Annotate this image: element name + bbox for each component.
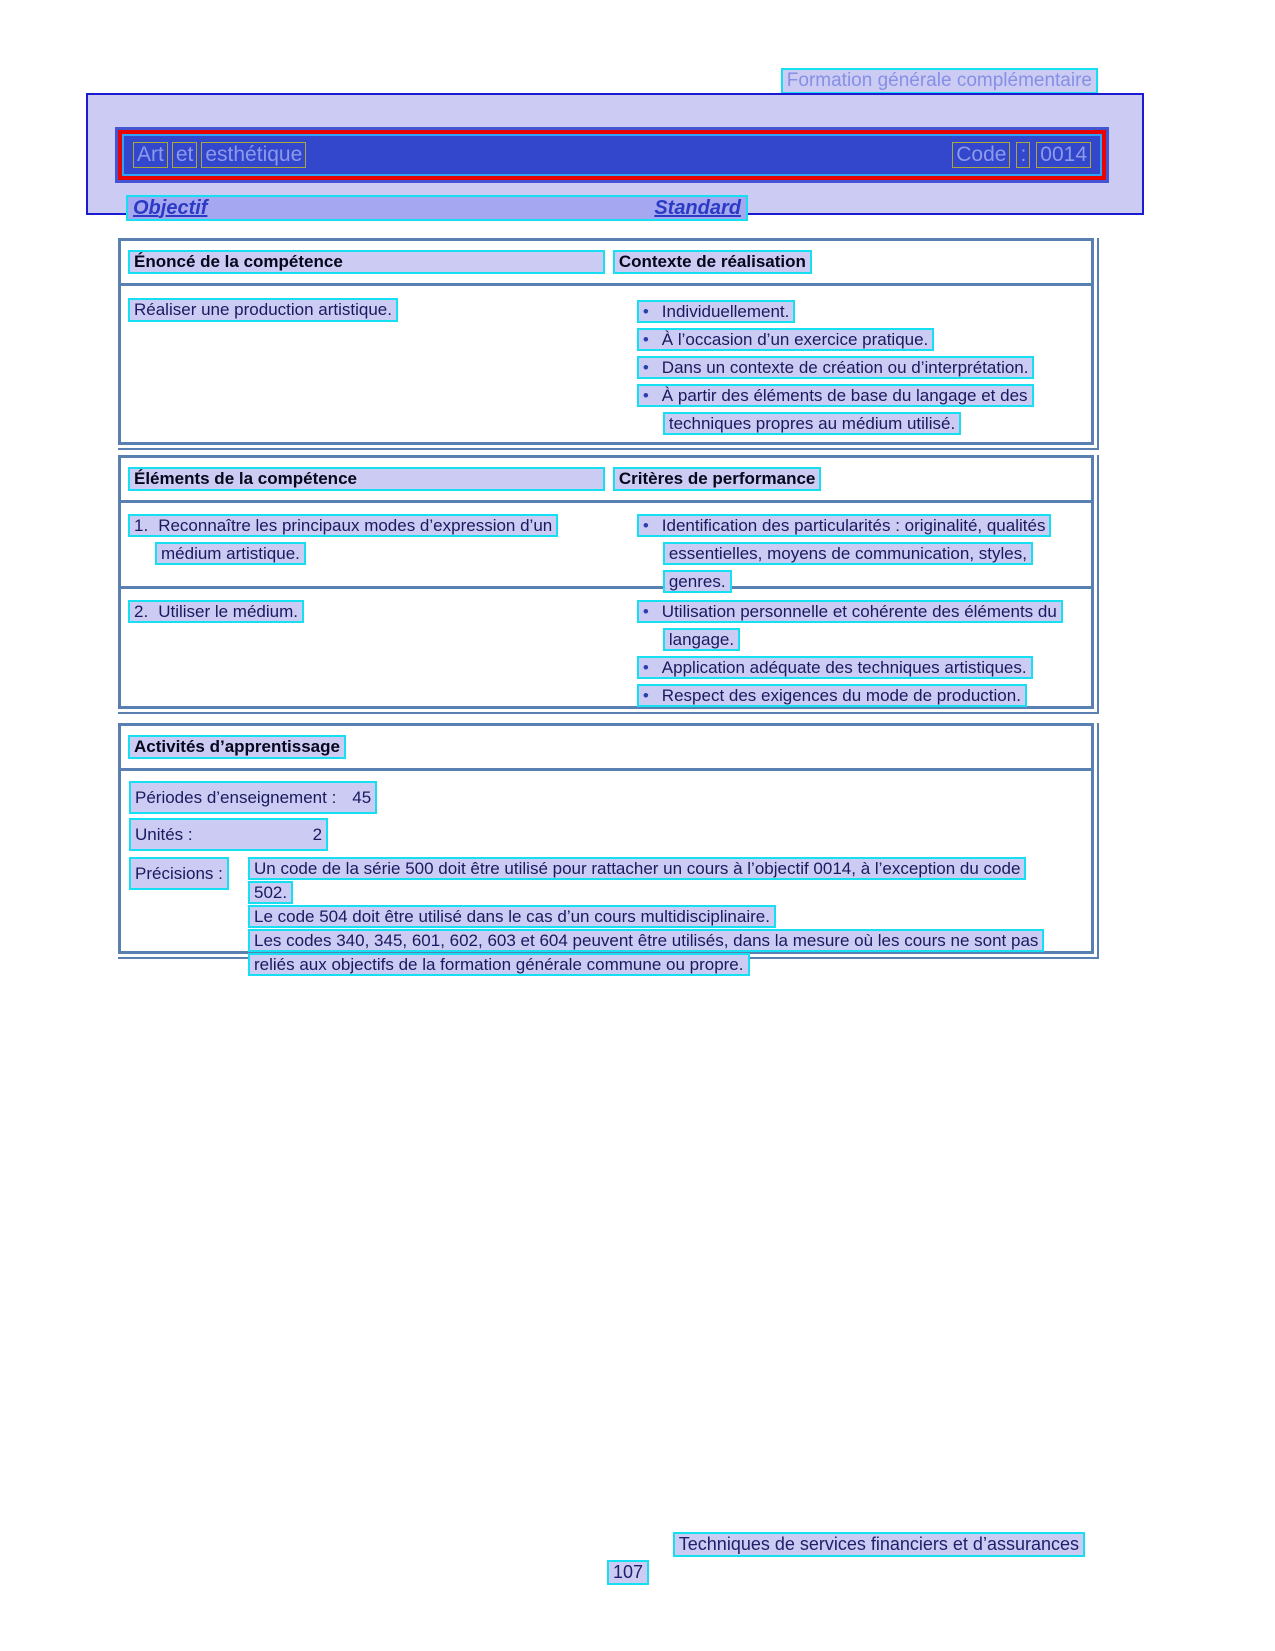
element-cell (121, 598, 611, 710)
criteres-list (613, 512, 1091, 596)
header-cell-activites (121, 735, 1091, 759)
footer-text: Techniques de services financiers et d’assurances (673, 1532, 1085, 1557)
course-code (952, 142, 1091, 168)
course-title-word: esthétique (201, 142, 306, 168)
list-item (637, 682, 1086, 710)
bullet-icon: • (642, 386, 649, 405)
critere-text: Application adéquate des techniques artistiques. (661, 658, 1027, 677)
header-elements-text: Éléments de la compétence (128, 467, 605, 491)
bullet-icon: • (642, 686, 649, 705)
contexte-cell (611, 298, 1091, 438)
precisions-items (248, 857, 1053, 977)
header-cell-criteres (611, 467, 1091, 491)
elements-row-2 (121, 589, 1091, 710)
unites-label: Unités : (135, 825, 193, 844)
header-enonce-text: Énoncé de la compétence (128, 250, 605, 274)
element-number: 2. (134, 602, 149, 621)
list-item (637, 326, 1086, 354)
contexte-item-text: À partir des éléments de base du langage et des techniques propres au médium utilisé. (661, 386, 1028, 433)
standard-label: Standard (654, 196, 741, 219)
code-separator: : (1016, 142, 1030, 168)
title-bar (115, 127, 1109, 183)
code-label: Code (952, 142, 1010, 168)
periodes-value: 45 (352, 788, 372, 807)
bullet-icon: • (642, 302, 649, 321)
running-header-text: Formation générale complémentaire (781, 68, 1098, 94)
header-activites-text: Activités d’apprentissage (128, 735, 346, 759)
list-item (637, 654, 1086, 682)
footer (673, 1532, 1085, 1557)
elements-table (118, 455, 1099, 714)
element-text: Reconnaître les principaux modes d’expression d’un médium artistique. (158, 516, 553, 563)
header-cell-contexte (611, 250, 1091, 274)
precision-item: Un code de la série 500 doit être utilisé pour rattacher un cours à l’objectif 0014, à l’exception du code 502. (248, 857, 1053, 905)
activites-table-border (118, 723, 1094, 974)
elements-table-border (118, 455, 1094, 709)
title-bar-red-frame (118, 130, 1106, 180)
precisions-label: Précisions : (129, 857, 229, 890)
page-number-text: 107 (607, 1560, 649, 1585)
activites-table (118, 723, 1099, 974)
critere-text: Respect des exigences du mode de production. (661, 686, 1021, 705)
unites-row (129, 818, 1091, 851)
header-cell-elements (121, 467, 611, 491)
competence-table-border (118, 238, 1094, 445)
criteres-cell (611, 512, 1091, 591)
periodes-label: Périodes d’enseignement : (135, 788, 337, 807)
objectif-standard-strip (126, 195, 748, 221)
element-number: 1. (134, 516, 149, 535)
list-item (637, 382, 1086, 438)
precision-item: Le code 504 doit être utilisé dans le cas d’un cours multidisciplinaire. (248, 905, 1053, 929)
precisions-label-cell (129, 857, 248, 890)
element-text: Utiliser le médium. (158, 602, 298, 621)
header-cell-enonce (121, 250, 611, 274)
course-title (133, 142, 310, 168)
list-item (637, 598, 1086, 654)
activites-table-body (121, 771, 1091, 977)
list-item (637, 298, 1086, 326)
elements-row-1 (121, 503, 1091, 589)
header-contexte-text: Contexte de réalisation (613, 250, 812, 274)
activites-table-header (121, 726, 1091, 771)
page-number (607, 1560, 649, 1585)
bullet-icon: • (642, 358, 649, 377)
contexte-item-text: Dans un contexte de création ou d’interprétation. (661, 358, 1029, 377)
periodes-row (129, 781, 1091, 814)
course-title-word: et (172, 142, 198, 168)
unites-value: 2 (312, 825, 323, 844)
list-item (637, 354, 1086, 382)
precisions-row (129, 857, 1091, 977)
competence-table (118, 238, 1099, 450)
critere-text: Identification des particularités : originalité, qualités essentielles, moyens de communication, styles, genres. (661, 516, 1046, 591)
bullet-icon: • (642, 516, 649, 535)
element-cell (121, 512, 611, 586)
course-title-word: Art (133, 142, 168, 168)
critere-text: Utilisation personnelle et cohérente des éléments du langage. (661, 602, 1057, 649)
objectif-label: Objectif (133, 196, 208, 219)
contexte-list (613, 298, 1091, 438)
contexte-item-text: À l’occasion d’un exercice pratique. (661, 330, 929, 349)
elements-table-header (121, 458, 1091, 503)
contexte-item-text: Individuellement. (661, 302, 790, 321)
precision-item: Les codes 340, 345, 601, 602, 603 et 604 peuvent être utilisés, dans la mesure où les cours ne sont pas reliés aux objectifs de la formation générale commune ou propre. (248, 929, 1053, 977)
code-value: 0014 (1036, 142, 1091, 168)
title-bar-inner (122, 134, 1102, 176)
competence-table-header (121, 241, 1091, 286)
bullet-icon: • (642, 330, 649, 349)
bullet-icon: • (642, 602, 649, 621)
competence-table-body (121, 286, 1091, 438)
running-header (781, 68, 1098, 94)
bullet-icon: • (642, 658, 649, 677)
enonce-text: Réaliser une production artistique. (128, 298, 398, 322)
criteres-list (613, 598, 1091, 710)
list-item (637, 512, 1086, 596)
header-criteres-text: Critères de performance (613, 467, 822, 491)
enonce-cell (121, 298, 611, 438)
criteres-cell (611, 598, 1091, 710)
